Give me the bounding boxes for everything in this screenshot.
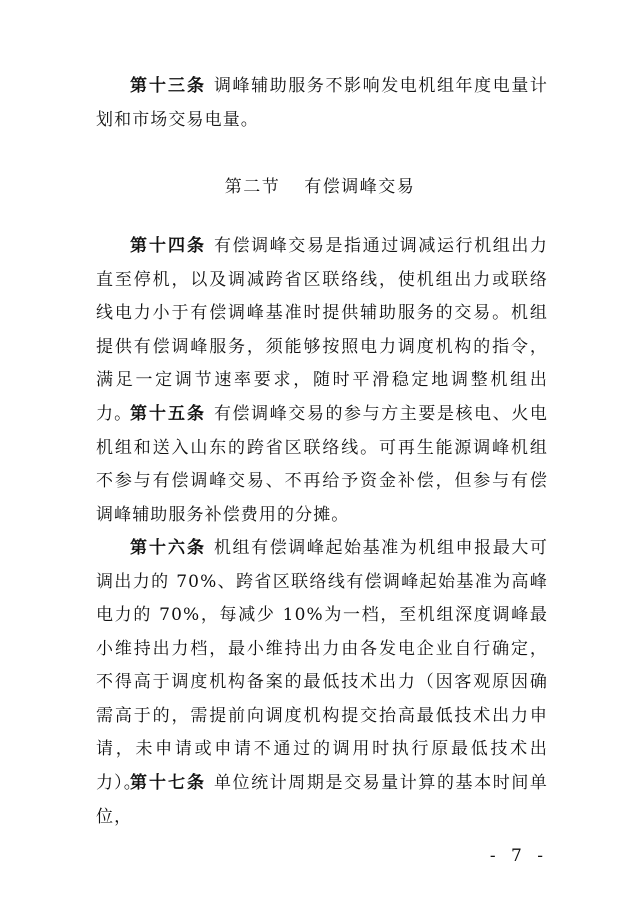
article-13-text: 调峰辅助服务不影响发电机组年度电量计划和市场交易电量。 [96,76,548,130]
section-heading [0,172,640,197]
article-16-number: 第十六条 [130,538,206,558]
article-17-text: 单位统计周期是交易量计算的基本时间单位， [96,773,548,827]
article-13-number: 第十三条 [130,76,206,96]
article-14-number: 第十四条 [130,236,206,256]
page-number: - 7 - [489,846,548,866]
article-16 [96,532,548,800]
article-15 [96,398,548,532]
section-number: 第二节 [224,177,281,197]
section-title: 有偿调峰交易 [304,177,416,197]
article-15-text: 有偿调峰交易的参与方主要是核电、火电机组和送入山东的跨省区联络线。可再生能源调峰机组不参与有偿调峰交易、不再给予资金补偿，但参与有偿调峰辅助服务补偿费用的分摊。 [96,404,548,525]
article-17 [96,767,548,834]
article-16-text: 机组有偿调峰起始基准为机组申报最大可调出力的 70%、跨省区联络线有偿调峰起始基准为高峰电力的 70%，每减少 10%为一档，至机组深度调峰最小维持出力档，最小维持出力由各发电企业自行确定，不得高于调度机构备案的最低技术出力（因客观原因确需高于的，需提前向调度机构提交抬高最低技术出力申请，未申请或申请不通过的调用时执行原最低技术出力）。 [96,538,548,793]
article-15-number: 第十五条 [130,404,206,424]
article-17-number: 第十七条 [130,773,206,793]
article-13 [96,70,548,137]
article-14-text: 有偿调峰交易是指通过调减运行机组出力直至停机，以及调减跨省区联络线，使机组出力或联络线电力小于有偿调峰基准时提供辅助服务的交易。机组提供有偿调峰服务，须能够按照电力调度机构的指令，满足一定调节速率要求，随时平滑稳定地调整机组出力。 [96,236,548,424]
